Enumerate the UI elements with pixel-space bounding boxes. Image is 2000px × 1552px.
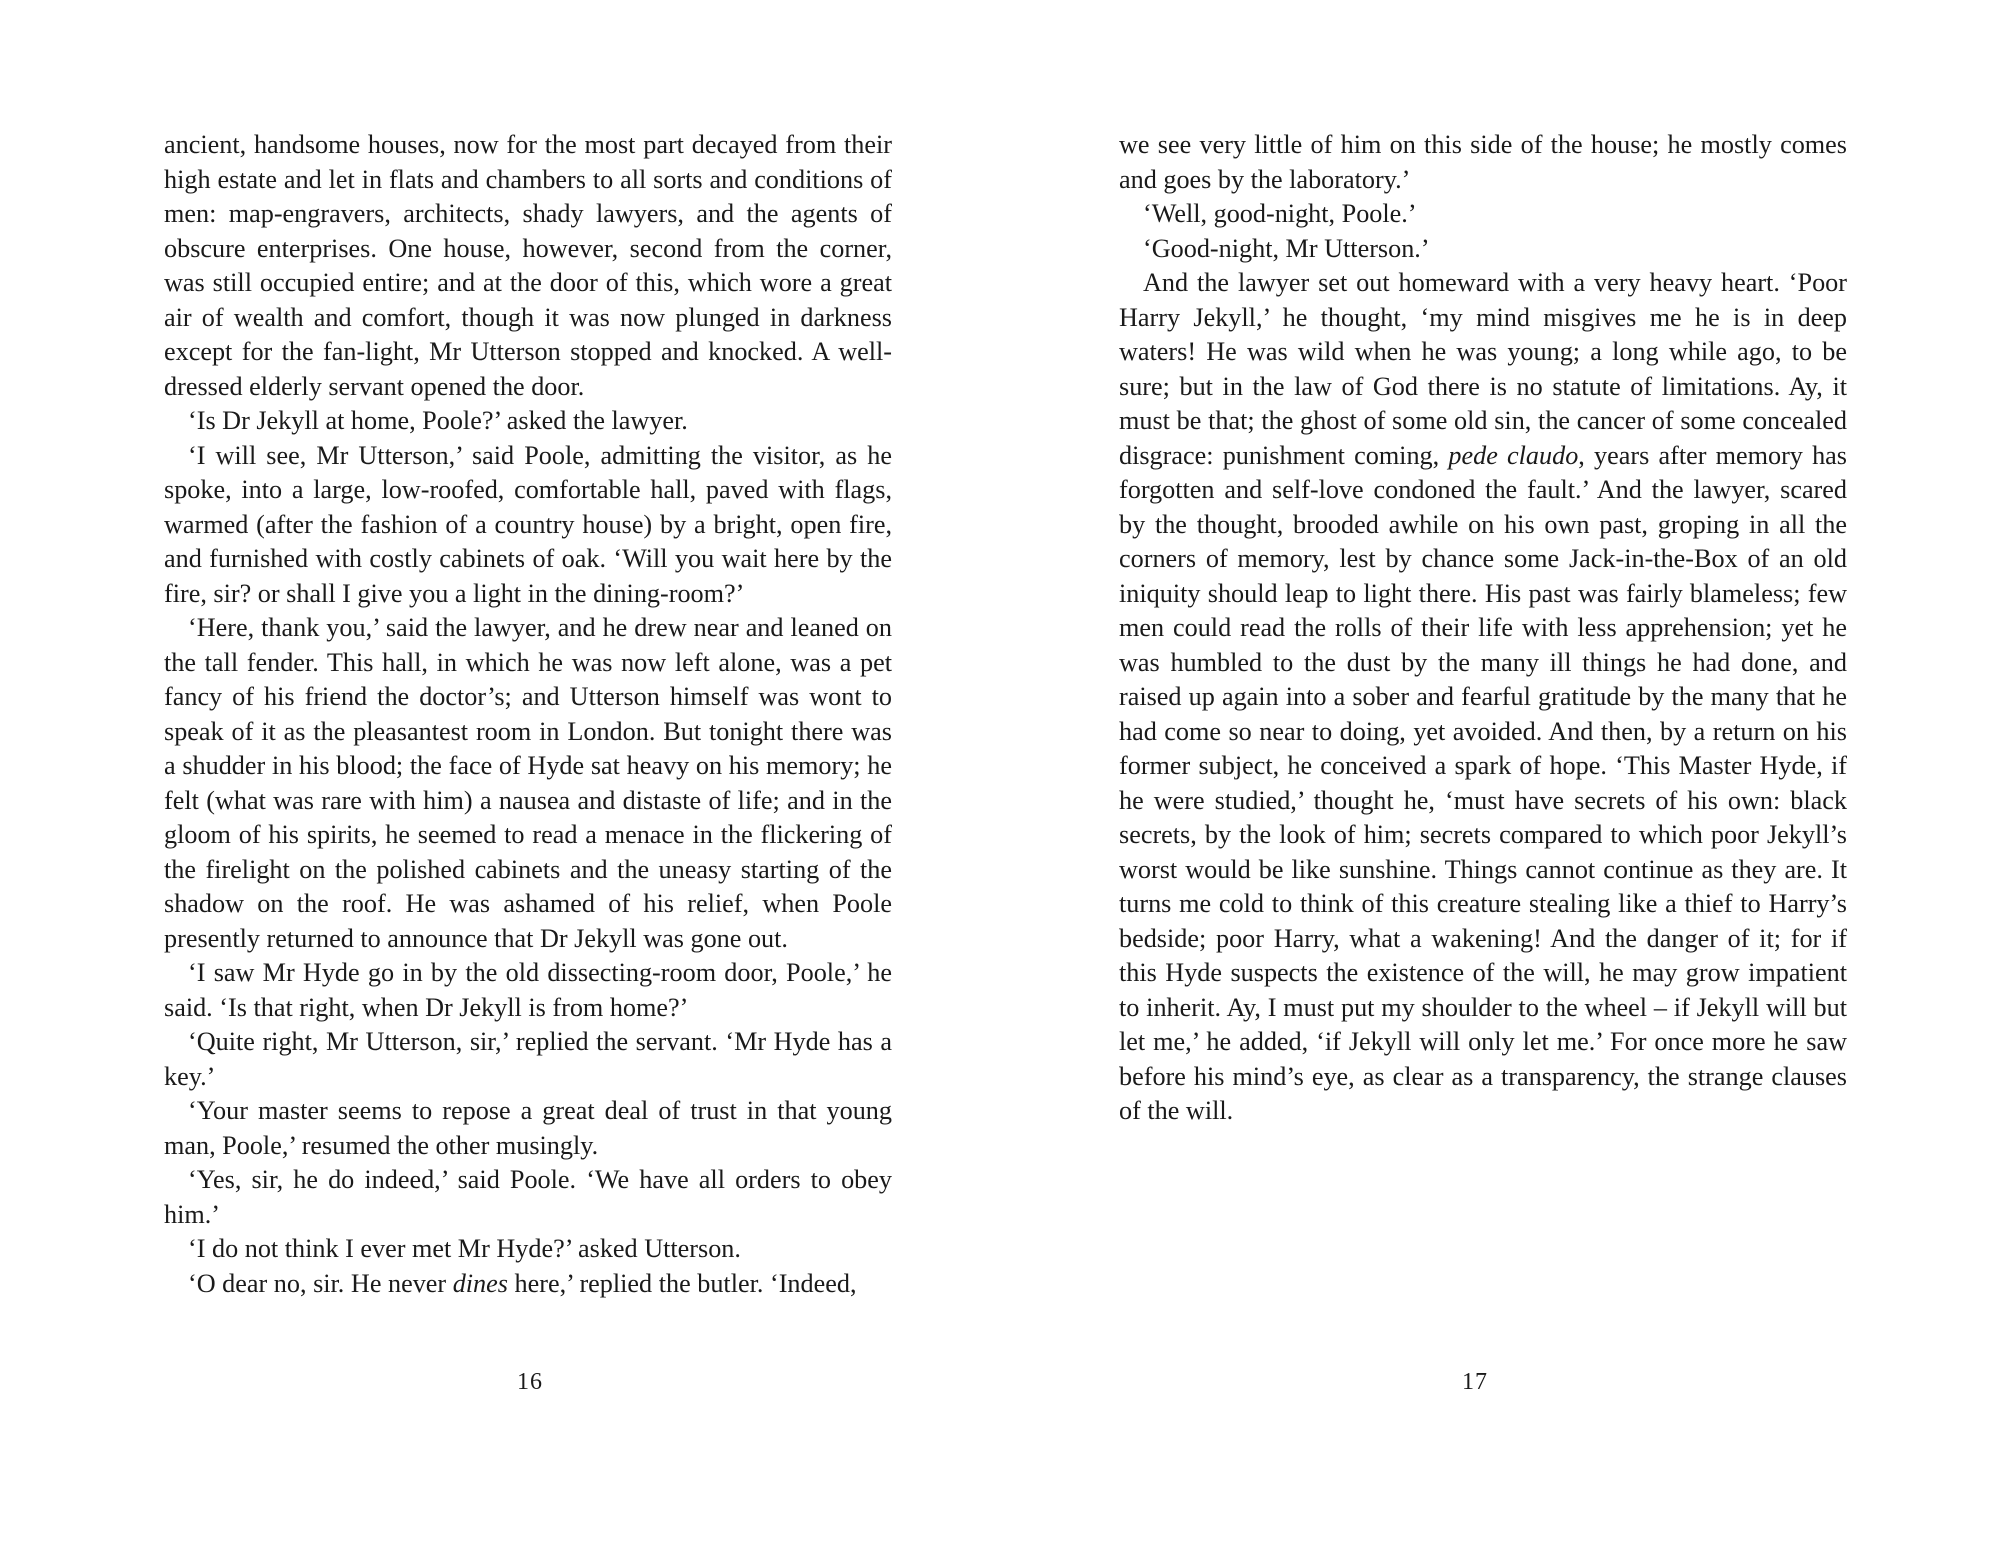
italic-word: dines [452, 1268, 508, 1298]
paragraph: ‘I saw Mr Hyde go in by the old dissecting-room door, Poole,’ he said. ‘Is that right, when Dr Jekyll is from home?’ [164, 958, 892, 1022]
paragraph: ‘Is Dr Jekyll at home, Poole?’ asked the lawyer. [188, 406, 688, 435]
paragraph: ‘I do not think I ever met Mr Hyde?’ asked Utterson. [188, 1234, 741, 1263]
paragraph: ‘I will see, Mr Utterson,’ said Poole, admitting the visitor, as he spoke, into a large, low-roofed, comfortable hall, paved with flags, warmed (after the fashion of a country house) by a bright, open fire, and furnished with costly cabinets of oak. ‘Will you wait here by the fire, sir? or shall I give you a light in the dining-room?’ [164, 440, 892, 608]
paragraph: ancient, handsome houses, now for the most part decayed from their high estate and let in flats and chambers to all sorts and conditions of men: map-engravers, architects, shady lawyers, and the agents of obscure enterprises. One house, however, second from the corner, was still occupied entire; and at the door of this, which wore a great air of wealth and comfort, though it was now plunged in darkness except for the fan-light, Mr Utterson stopped and knocked. A well-dressed elderly servant opened the door. [164, 130, 892, 401]
paragraph [164, 1267, 892, 1302]
left-page-text [164, 128, 892, 1301]
paragraph: ‘Your master seems to repose a great deal of trust in that young man, Poole,’ resumed the other musingly. [164, 1096, 892, 1160]
page-number: 17 [1462, 1369, 1488, 1395]
paragraph [1119, 266, 1847, 1129]
paragraph-text: here,’ replied the butler. ‘Indeed, [507, 1268, 857, 1298]
paragraph-text: , years after memory has forgotten and self-love condoned the fault.’ And the lawyer, scared by the thought, brooded awhile on his own past, groping in all the corners of memory, lest by chance some Jack-in-the-Box of an old iniquity should leap to light there. His past was fairly blameless; few men could read the rolls of their life with less apprehension; yet he was humbled to the dust by the many ill things he had done, and raised up again into a sober and fearful gratitude by the many that he had come so near to doing, yet avoided. And then, by a return on his former subject, he conceived a spark of hope. ‘This Master Hyde, if he were studied,’ thought he, ‘must have secrets of his own: black secrets, by the look of him; secrets compared to which poor Jekyll’s worst would be like sunshine. Things cannot continue as they are. It turns me cold to think of this creature stealing like a thief to Harry’s bedside; poor Harry, what a wakening! And the danger of it; for if this Hyde suspects the existence of the will, he may grow impatient to inherit. Ay, I must put my shoulder to the wheel – if Jekyll will but let me,’ he added, ‘if Jekyll will only let me.’ For once more he saw before his mind’s eye, as clear as a transparency, the strange clauses of the will. [1119, 440, 1847, 1125]
paragraph: ‘Good-night, Mr Utterson.’ [1143, 233, 1430, 263]
paragraph: we see very little of him on this side of the house; he mostly comes and goes by the laboratory.’ [1119, 130, 1847, 194]
paragraph-text: And the lawyer set out homeward with a very heavy heart. ‘Poor Harry Jekyll,’ he thought, ‘my mind misgives me he is in deep waters! He was wild when he was young; a long while ago, to be sure; but in the law of God there is no statute of limitations. Ay, it must be that; the ghost of some old sin, the cancer of some concealed disgrace: punishment coming, [1119, 268, 1847, 470]
page-number: 16 [517, 1369, 543, 1395]
right-page [1000, 0, 2000, 1552]
paragraph: ‘Yes, sir, he do indeed,’ said Poole. ‘We have all orders to obey him.’ [164, 1165, 892, 1229]
paragraph-text: ‘O dear no, sir. He never [188, 1268, 453, 1298]
paragraph: ‘Here, thank you,’ said the lawyer, and he drew near and leaned on the tall fender. This hall, in which he was now left alone, was a pet fancy of his friend the doctor’s; and Utterson himself was wont to speak of it as the pleasantest room in London. But tonight there was a shudder in his blood; the face of Hyde sat heavy on his memory; he felt (what was rare with him) a nausea and distaste of life; and in the gloom of his spirits, he seemed to read a menace in the flickering of the firelight on the polished cabinets and the uneasy starting of the shadow on the roof. He was ashamed of his relief, when Poole presently returned to announce that Dr Jekyll was gone out. [164, 613, 892, 953]
italic-phrase: pede claudo [1448, 440, 1579, 470]
paragraph: ‘Quite right, Mr Utterson, sir,’ replied the servant. ‘Mr Hyde has a key.’ [164, 1027, 892, 1091]
right-page-text [1119, 128, 1847, 1129]
paragraph: ‘Well, good-night, Poole.’ [1143, 199, 1417, 228]
